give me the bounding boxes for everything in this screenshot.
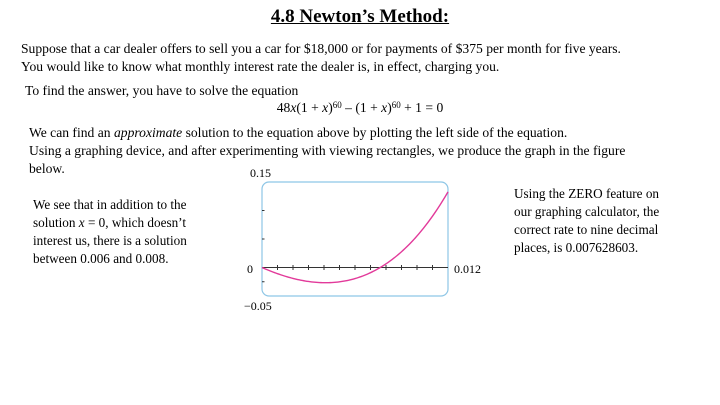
eq-part-3: )	[328, 100, 333, 115]
eq-part-5: )	[387, 100, 392, 115]
left-note-line-4: between 0.006 and 0.008.	[33, 251, 169, 266]
left-note-line-2-end: = 0, which doesn’t	[84, 215, 186, 230]
y-min-label: −0.05	[244, 299, 272, 313]
y-max-label: 0.15	[250, 166, 271, 180]
setup-text: To find the answer, you have to solve the equation	[25, 83, 299, 98]
eq-part-1: 48	[276, 100, 291, 115]
right-note-line-4: places, is 0.007628603.	[514, 240, 639, 255]
eq-part-2: (1 +	[296, 100, 323, 115]
right-note-line-2: our graphing calculator, the	[514, 204, 660, 219]
right-note-line-3: correct rate to nine decimal	[514, 222, 659, 237]
page-title: 4.8 Newton’s Method:	[270, 6, 450, 27]
approx-line-2: Using a graphing device, and after experimenting with viewing rectangles, we produce the graph in the figure	[29, 143, 626, 158]
approx-italic-word: approximate	[113, 125, 183, 140]
eq-part-6: + 1 = 0	[400, 100, 444, 115]
eq-exponent-1: 60	[332, 100, 342, 110]
x-max-label: 0.012	[454, 262, 481, 276]
right-note-line-1: Using the ZERO feature on	[514, 186, 660, 201]
left-note-line-3: interest us, there is a solution	[33, 233, 187, 248]
approx-line-3: below.	[29, 161, 65, 176]
approx-line-1-start: We can find an	[29, 125, 114, 140]
eq-exponent-2: 60	[391, 100, 401, 110]
eq-var-2: x	[322, 100, 329, 115]
left-note-line-2-start: solution	[33, 215, 79, 230]
eq-part-4: – (1 +	[341, 100, 382, 115]
approx-line-1-end: solution to the equation above by plotting the left side of the equation.	[182, 125, 568, 140]
eq-var-1: x	[290, 100, 297, 115]
eq-var-3: x	[381, 100, 388, 115]
intro-line-1: Suppose that a car dealer offers to sell you a car for $18,000 or for payments of $375 per month for five years.	[21, 41, 621, 56]
x-origin-label: 0	[247, 262, 253, 276]
intro-line-2: You would like to know what monthly interest rate the dealer is, in effect, charging you.	[21, 59, 500, 74]
left-note-line-1: We see that in addition to the	[33, 197, 187, 212]
left-note-var: x	[78, 215, 85, 230]
